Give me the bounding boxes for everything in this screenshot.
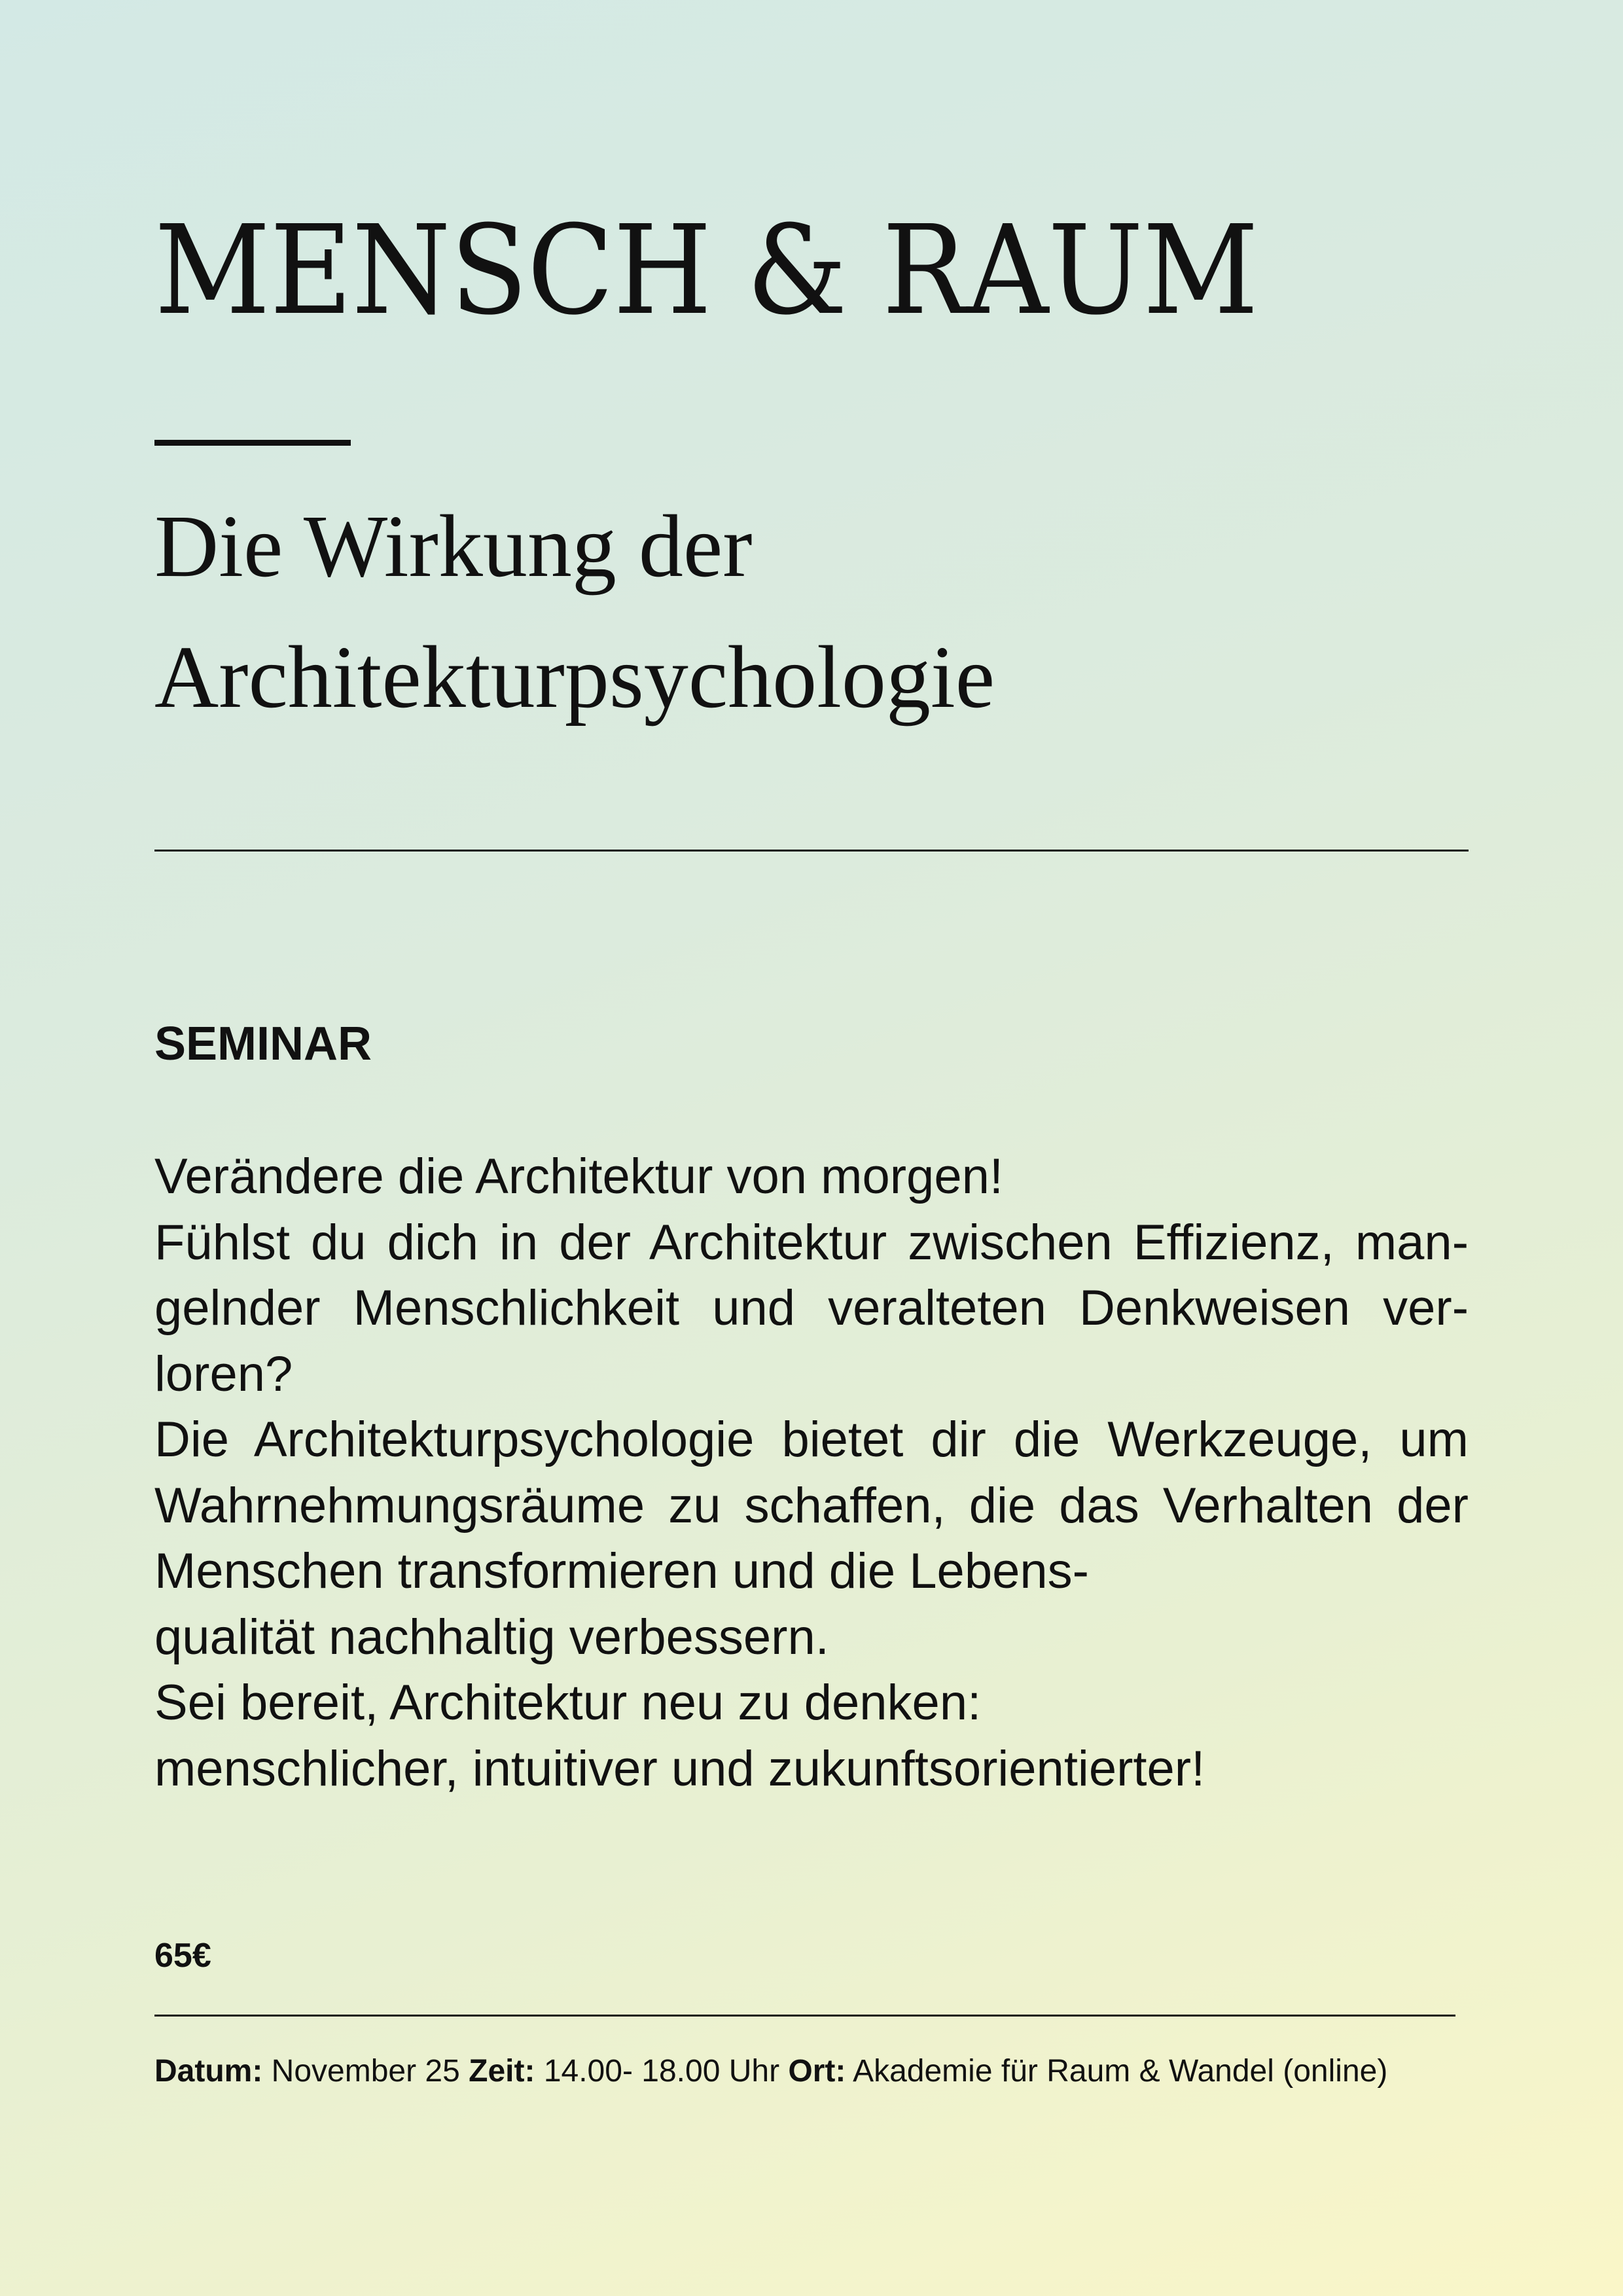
section-label: SEMINAR bbox=[154, 1018, 372, 1070]
place-label: Ort: bbox=[788, 2054, 846, 2089]
description-line: Sei bereit, Architektur neu zu denken: bbox=[154, 1675, 982, 1731]
title-underline bbox=[154, 440, 351, 446]
event-details bbox=[154, 2050, 1387, 2093]
place-value: Akademie für Raum & Wandel (online) bbox=[853, 2054, 1388, 2089]
date-label: Datum: bbox=[154, 2054, 263, 2089]
poster-title: MENSCH & RAUM bbox=[154, 199, 1258, 342]
description-line: gelnder Menschlichkeit und veralteten Denkweisen ver- bbox=[154, 1280, 1469, 1336]
date-value: November 25 bbox=[271, 2054, 460, 2089]
section-divider bbox=[154, 850, 1469, 852]
subtitle-line-1: Die Wirkung der bbox=[154, 497, 753, 596]
description-line: Menschen transformieren und die Lebens- bbox=[154, 1543, 1089, 1599]
description-line: Verändere die Architektur von morgen! bbox=[154, 1149, 1003, 1204]
description-line: Die Architekturpsychologie bietet dir die Werkzeuge, um bbox=[154, 1412, 1469, 1467]
time-label: Zeit: bbox=[469, 2054, 535, 2089]
price: 65€ bbox=[154, 1937, 211, 1975]
subtitle-line-2: Architekturpsychologie bbox=[154, 628, 995, 726]
seminar-description bbox=[154, 1144, 1469, 1802]
description-line: loren? bbox=[154, 1346, 293, 1402]
time-value: 14.00- 18.00 Uhr bbox=[543, 2054, 780, 2089]
description-line: Fühlst du dich in der Architektur zwischen Effizienz, man- bbox=[154, 1214, 1469, 1270]
poster-subtitle bbox=[154, 481, 1463, 743]
description-line: qualität nachhaltig verbessern. bbox=[154, 1609, 829, 1665]
description-line: Wahrnehmungsräume zu schaffen, die das Verhalten der bbox=[154, 1477, 1469, 1534]
footer-divider bbox=[154, 2015, 1455, 2017]
description-line: menschlicher, intuitiver und zukunftsorientierter! bbox=[154, 1740, 1205, 1797]
